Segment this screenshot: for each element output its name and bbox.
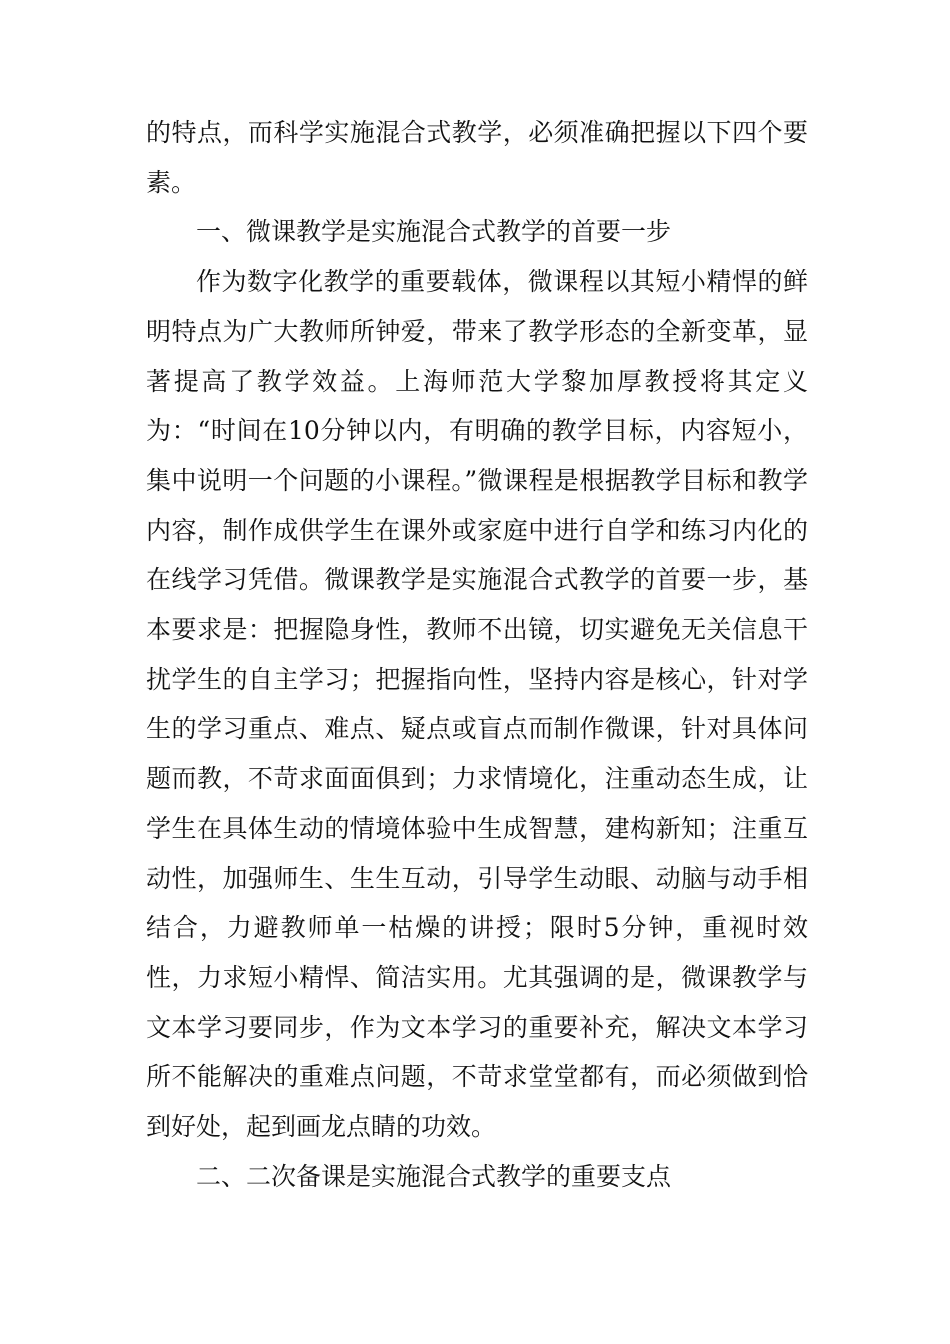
- document-page: [146, 108, 808, 1201]
- body-paragraph: 作为数字化教学的重要载体，微课程以其短小精悍的鲜明特点为广大教师所钟爱，带来了教学形态的全新变革，显著提高了教学效益。上海师范大学黎加厚教授将其定义为：“时间在10分钟以内，有明确的教学目标，内容短小，集中说明一个问题的小课程。”微课程是根据教学目标和教学内容，制作成供学生在课外或家庭中进行自学和练习内化的在线学习凭借。微课教学是实施混合式教学的首要一步，基本要求是：把握隐身性，教师不出镜，切实避免无关信息干扰学生的自主学习；把握指向性，坚持内容是核心，针对学生的学习重点、难点、疑点或盲点而制作微课，针对具体问题而教，不苛求面面俱到；力求情境化，注重动态生成，让学生在具体生动的情境体验中生成智慧，建构新知；注重互动性，加强师生、生生互动，引导学生动眼、动脑与动手相结合，力避教师单一枯燥的讲授；限时5分钟，重视时效性，力求短小精悍、简洁实用。尤其强调的是，微课教学与文本学习要同步，作为文本学习的重要补充，解决文本学习所不能解决的重难点问题，不苛求堂堂都有，而必须做到恰到好处，起到画龙点睛的功效。: [146, 267, 808, 1142]
- section-heading-2: 二、二次备课是实施混合式教学的重要支点: [196, 1161, 672, 1191]
- section-heading-1: 一、微课教学是实施混合式教学的首要一步: [196, 217, 672, 247]
- paragraph-continuation: 的特点，而科学实施混合式教学，必须准确把握以下四个要素。: [146, 118, 808, 197]
